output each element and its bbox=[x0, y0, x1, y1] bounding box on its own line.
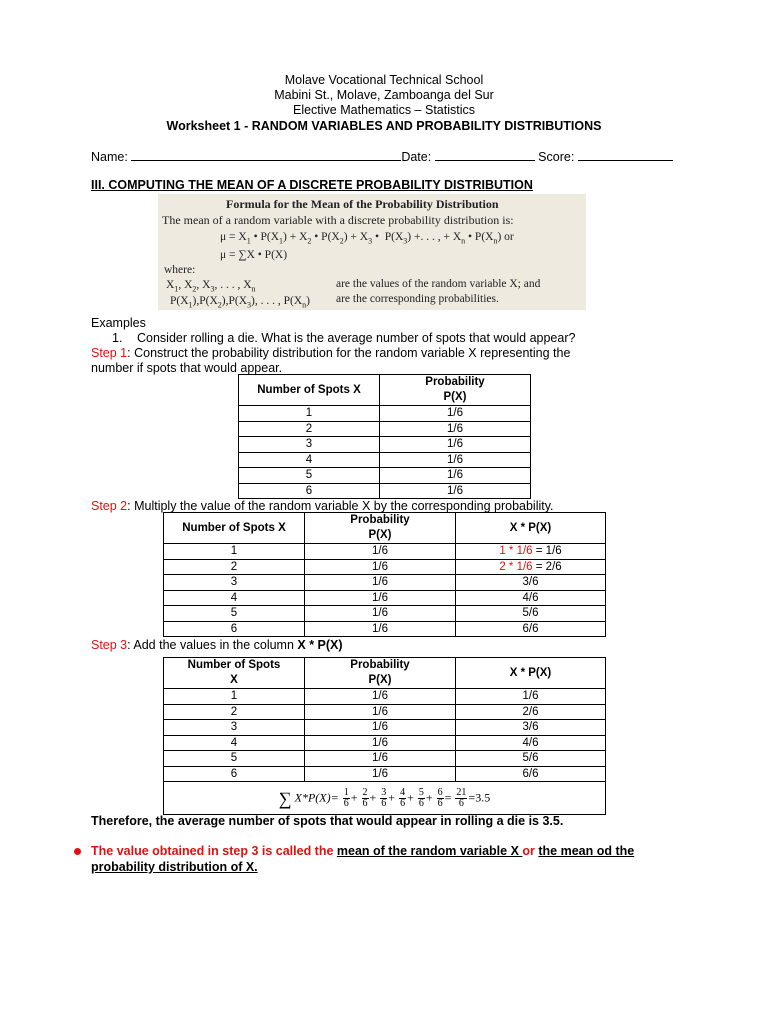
formula-values: $X_1$, $X_2$, $X_3$, . . . , $X_n$ bbox=[166, 279, 256, 294]
note-prefix: The value obtained in step 3 is called the bbox=[91, 844, 337, 858]
sigma-symbol: ∑ bbox=[278, 788, 292, 808]
table-row: 4 1/6 4/6 bbox=[164, 735, 606, 751]
step1-line bbox=[91, 346, 570, 360]
col-header-probability: Probability P(X) bbox=[305, 658, 456, 689]
table-row: 2 1/6 2/6 bbox=[164, 704, 606, 720]
table-row: 6 1/6 bbox=[239, 483, 531, 499]
question-1: Consider rolling a die. What is the average number of spots that would appear? bbox=[137, 331, 576, 345]
table-row: 1 1/6 bbox=[239, 406, 531, 422]
table-row: 4 1/6 4/6 bbox=[164, 590, 606, 606]
step1-text: : Construct the probability distribution for the random variable X representing the bbox=[127, 346, 571, 360]
sum-result: =3.5 bbox=[468, 789, 491, 804]
fraction: $\frac{21}{6}$ bbox=[456, 786, 467, 809]
step2-label: Step 2 bbox=[91, 499, 128, 513]
table-row: 6 1/6 6/6 bbox=[164, 766, 606, 782]
step3-column: X * P(X) bbox=[297, 638, 343, 652]
step3-text: : Add the values in the column bbox=[127, 638, 298, 652]
fraction: $\frac{5}{6}$ bbox=[418, 786, 424, 809]
worksheet-title: Worksheet 1 - RANDOM VARIABLES AND PROBABILITY DISTRIBUTIONS bbox=[166, 119, 602, 133]
col-header-spots: Number of Spots X bbox=[239, 375, 380, 406]
score-field[interactable] bbox=[578, 149, 673, 161]
date-label: Date: bbox=[401, 150, 432, 164]
col-header-spots: Number of Spots X bbox=[164, 658, 305, 689]
col-header-product: X * P(X) bbox=[456, 513, 606, 544]
table-row: 4 1/6 bbox=[239, 452, 531, 468]
formula-values-desc: are the values of the random variable X; and bbox=[336, 278, 541, 290]
examples-label: Examples bbox=[91, 316, 146, 330]
table-row: 6 1/6 6/6 bbox=[164, 621, 606, 637]
table-row: 2 1/6 2 * 1/6 = 2/6 bbox=[164, 559, 606, 575]
fraction: $\frac{6}{6}$ bbox=[437, 786, 443, 809]
section-title: III. COMPUTING THE MEAN OF A DISCRETE PROBABILITY DISTRIBUTION bbox=[91, 178, 533, 192]
formula-intro: The mean of a random variable with a discrete probability distribution is: bbox=[162, 213, 514, 227]
name-field[interactable] bbox=[131, 149, 401, 161]
step2-text: : Multiply the value of the random variable X by the corresponding probability. bbox=[127, 499, 554, 513]
table-row: 1 1/6 1 * 1/6 = 1/6 bbox=[164, 544, 606, 560]
table-row: 5 1/6 5/6 bbox=[164, 751, 606, 767]
note-term1: mean of the random variable X bbox=[336, 844, 523, 858]
note bbox=[91, 843, 691, 875]
note-or: or bbox=[522, 844, 535, 858]
info-fields bbox=[91, 149, 673, 164]
date-field[interactable] bbox=[435, 149, 535, 161]
sum-table bbox=[163, 657, 606, 815]
formula-expanded: $\mu = X_1$ • $P(X_1) + X_2$ • $P(X_2) + X_3$ • $P(X_3)$ +. . . , + $X_n$ • $P(X_n)$ or bbox=[220, 231, 514, 246]
col-header-probability: Probability P(X) bbox=[305, 513, 456, 544]
formula-title: Formula for the Mean of the Probability Distribution bbox=[226, 197, 499, 211]
table-row: 3 1/6 3/6 bbox=[164, 575, 606, 591]
subject-line: Elective Mathematics – Statistics bbox=[292, 103, 475, 117]
fraction: $\frac{3}{6}$ bbox=[381, 786, 387, 809]
table-row: 5 1/6 5/6 bbox=[164, 606, 606, 622]
step1-text-cont: number if spots that would appear. bbox=[91, 361, 283, 375]
question-number: 1. bbox=[112, 331, 123, 345]
table-row: 3 1/6 bbox=[239, 437, 531, 453]
fraction: $\frac{4}{6}$ bbox=[400, 786, 406, 809]
sum-lhs: X*P(X)= bbox=[294, 789, 339, 804]
fraction: $\frac{2}{6}$ bbox=[362, 786, 368, 809]
note-term2b: probability distribution of X. bbox=[91, 860, 258, 874]
score-label: Score: bbox=[538, 150, 575, 164]
col-header-product: X * P(X) bbox=[456, 658, 606, 689]
step1-label: Step 1 bbox=[91, 346, 128, 360]
col-header-probability: Probability P(X) bbox=[380, 375, 531, 406]
table-row: 1 1/6 1/6 bbox=[164, 689, 606, 705]
formula-probs-desc: are the corresponding probabilities. bbox=[336, 293, 499, 305]
formula-probs: $P(X_1),P(X_2),P(X_3)$, . . . , $P(X_n)$ bbox=[170, 295, 310, 310]
col-header-spots: Number of Spots X bbox=[164, 513, 305, 544]
school-address: Mabini St., Molave, Zamboanga del Sur bbox=[274, 88, 494, 102]
product-table bbox=[163, 512, 606, 637]
formula-where: where: bbox=[164, 264, 196, 276]
bullet-icon bbox=[74, 848, 81, 855]
table-row: 3 1/6 3/6 bbox=[164, 720, 606, 736]
fraction: $\frac{1}{6}$ bbox=[343, 786, 349, 809]
step3-line bbox=[91, 638, 343, 652]
step2-line bbox=[91, 499, 554, 513]
school-name: Molave Vocational Technical School bbox=[284, 73, 484, 87]
formula-image bbox=[158, 194, 586, 310]
conclusion: Therefore, the average number of spots that would appear in rolling a die is 3.5. bbox=[91, 814, 564, 828]
step3-label: Step 3 bbox=[91, 638, 128, 652]
table-row: 2 1/6 bbox=[239, 421, 531, 437]
distribution-table bbox=[238, 374, 531, 499]
formula-sigma: μ = ∑X • P(X) bbox=[220, 249, 288, 261]
name-label: Name: bbox=[91, 150, 128, 164]
sum-formula: ∑ X*P(X)= $\frac{1}{6}$ + $\frac{2}{6}$ + $\frac{3}{6}$ + $\frac{4}{6}$ + $\frac{5}{6}$ + $\frac{6}{6}$ = $\frac{21}{6}$ =3.5 bbox=[164, 782, 606, 815]
table-row: 5 1/6 bbox=[239, 468, 531, 484]
note-term2: the mean od the bbox=[538, 844, 635, 858]
